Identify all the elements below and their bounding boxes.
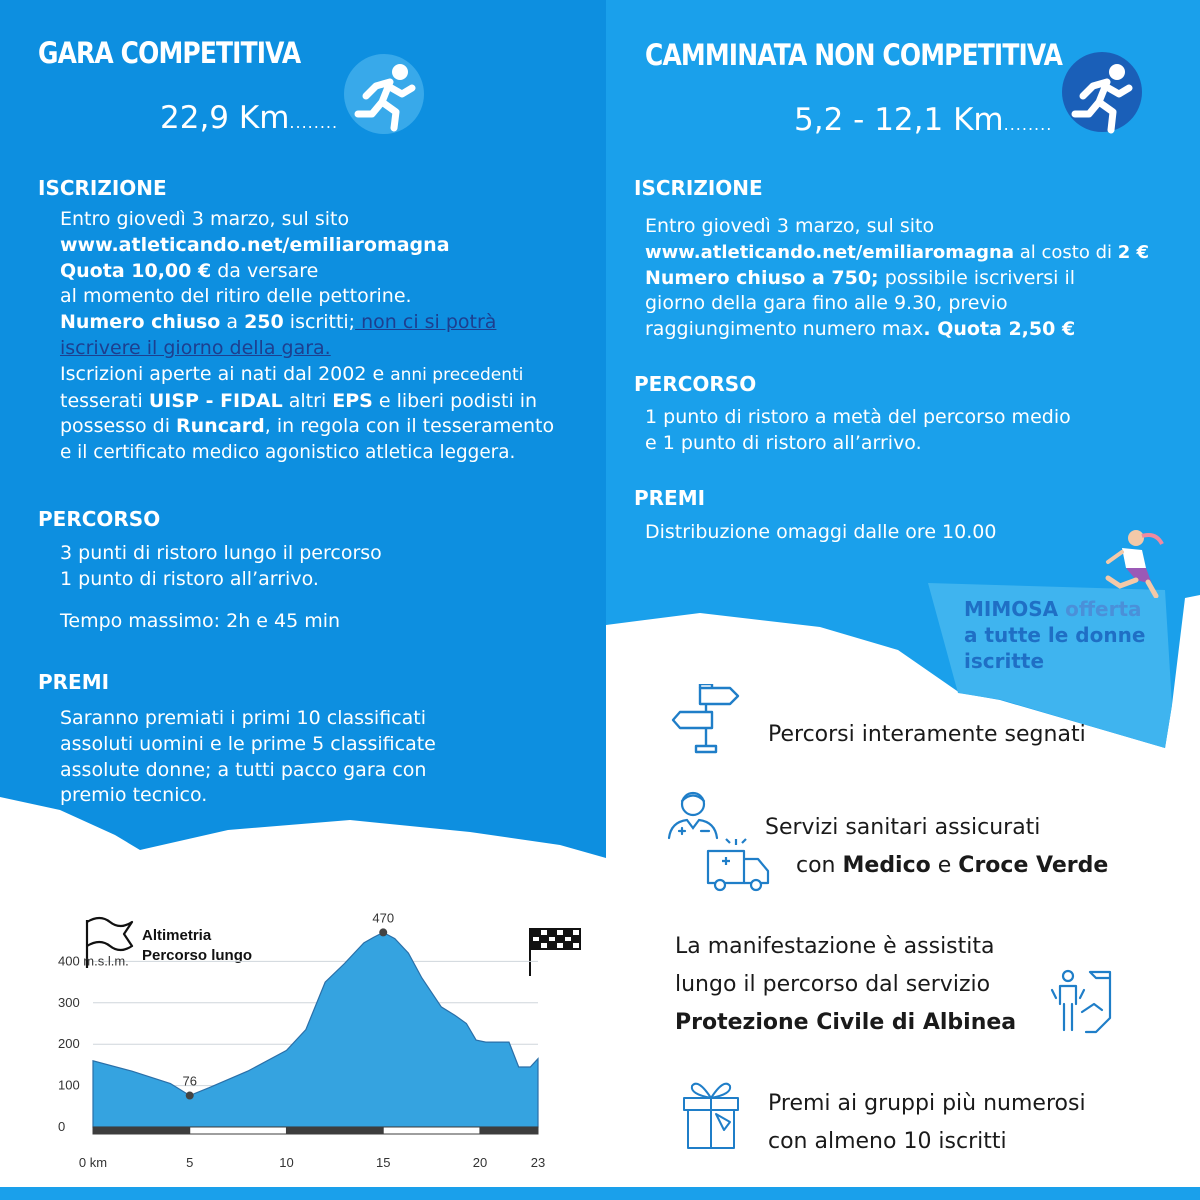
left-premi-heading: PREMI [38,670,110,694]
mimosa-text [964,596,1184,674]
runner-icon-right [1057,50,1147,140]
left-distance-dots: ........ [289,113,339,132]
right-distance [794,102,1052,138]
mimosa-word: MIMOSA [964,597,1059,621]
feature-protezione-line: La manifestazione è assistita [675,934,995,959]
data-point [186,1092,194,1100]
feature-medico: Medico [842,853,931,878]
left-iscr-line: e liberi podisti in [372,389,538,412]
feature-sanitari [765,809,1108,885]
y-tick-label: 300 [58,994,80,1010]
right-iscr-line: Entro giovedì 3 marzo, sul sito [645,215,935,237]
feature-premi-line: con almeno 10 iscritti [768,1129,1007,1154]
left-iscr-line: al momento del ritiro delle pettorine. [60,285,412,308]
left-perc-line: 3 punti di ristoro lungo il percorso [60,542,382,564]
gift-icon [678,1072,744,1152]
left-iscrizione-heading: ISCRIZIONE [38,176,167,200]
km-bar-segment [93,1127,190,1134]
evacuation-icon [1046,968,1116,1038]
right-premi-heading: PREMI [634,486,706,510]
left-title: GARA COMPETITIVA [38,36,301,70]
right-iscrizione-text [645,214,1200,343]
km-bar-segment [480,1127,538,1134]
feature-percorsi: Percorsi interamente segnati [768,722,1086,747]
feature-protezione [675,928,1016,1042]
left-iscr-line: Entro giovedì 3 marzo, sul sito [60,208,350,230]
left-iscr-line: Iscrizioni aperte ai nati dal 2002 e [60,362,391,385]
left-premi-line: Saranno premiati i primi 10 classificati [60,707,426,729]
runner-icon-left [342,52,426,136]
left-distance-value: 22,9 Km [160,100,290,136]
right-title: CAMMINATA NON COMPETITIVA [645,38,1063,72]
left-iscr-iscritti: iscritti; [283,311,356,334]
data-label: 470 [372,910,395,926]
right-iscr-site: www.atleticando.net/emiliaromagna [645,241,1015,263]
x-tick-label: 10 [279,1155,294,1170]
left-iscr-line: tesserati [60,389,149,412]
left-iscr-a: a [220,311,245,334]
right-iscr-num: Numero chiuso a 750; [645,266,879,289]
y-tick-label: 200 [58,1036,80,1052]
right-perc-line: e 1 punto di ristoro all’arrivo. [645,431,922,454]
left-iscr-link: iscrivere il giorno della gara. [60,336,331,359]
left-premi-line: assolute donne; a tutti pacco gara con [60,758,427,781]
left-iscrizione-text [60,207,605,466]
left-perc-line: 1 punto di ristoro all’arrivo. [60,567,319,590]
chart-title: Altimetria [142,927,212,944]
left-iscr-quota: Quota 10,00 € [60,259,212,282]
right-percorso-text [645,405,1071,457]
left-tempo: Tempo massimo: 2h e 45 min [60,610,341,632]
left-premi-line: assoluti uomini e le prime 5 classificate [60,732,436,755]
left-distance [160,100,338,136]
x-tick-label: 0 km [78,1155,108,1170]
right-perc-line: 1 punto di ristoro a metà del percorso medio [645,406,1071,428]
right-iscr-costo: al costo di [1014,241,1118,263]
y-tick-label: 100 [58,1077,80,1093]
x-tick-label: 15 [375,1155,391,1170]
right-premi-text: Distribuzione omaggi dalle ore 10.00 [645,521,997,543]
finish-flag-icon [530,928,580,976]
left-iscr-num: Numero chiuso [60,311,221,334]
mimosa-line: a tutte le donne [964,623,1146,647]
left-iscr-uisp: UISP - FIDAL [148,389,283,412]
chart-subtitle: Percorso lungo [142,947,253,964]
left-iscr-line: altri [282,389,333,412]
feature-premi-line: Premi ai gruppi più numerosi [768,1091,1086,1116]
right-distance-value: 5,2 - 12,1 Km [794,102,1004,138]
km-bar-segment [383,1127,480,1134]
left-iscr-link: non ci si potrà [355,311,497,334]
left-iscr-250: 250 [244,311,284,334]
feature-sanitari-line: Servizi sanitari assicurati [765,815,1041,840]
left-percorso-text [60,541,382,593]
feature-premi [768,1085,1086,1161]
feature-protezione-name: Protezione Civile di Albinea [675,1010,1017,1035]
elevation-chart [50,910,590,1180]
right-iscr-quota: . Quota 2,50 € [923,318,1076,341]
left-iscr-line: , in regola con il tesseramento [264,415,555,438]
feature-protezione-line: lungo il percorso dal servizio [675,972,991,997]
left-iscr-quota-rest: da versare [211,259,319,282]
left-iscr-line: possesso di [60,415,177,438]
right-iscr-line: giorno della gara fino alle 9.30, previo [645,292,1008,315]
mimosa-offerta: offerta [1058,597,1142,621]
right-percorso-heading: PERCORSO [634,372,757,396]
right-iscr-line: possibile iscriversi il [878,266,1076,289]
woman-runner-icon [1090,528,1170,598]
left-iscr-site: www.atleticando.net/emiliaromagna [60,233,450,256]
feature-sanitari-con: con [796,853,843,878]
data-label: 76 [182,1073,197,1089]
km-bar-segment [286,1127,383,1134]
right-iscrizione-heading: ISCRIZIONE [634,176,763,200]
left-iscr-eps: EPS [332,389,373,412]
left-iscr-line: e il certificato medico agonistico atletica leggera. [60,442,516,464]
feature-croce-verde: Croce Verde [958,853,1109,878]
left-percorso-heading: PERCORSO [38,507,161,531]
left-premi-line: premio tecnico. [60,784,208,807]
km-bar-segment [190,1127,287,1134]
bottom-band [0,1187,1200,1200]
x-tick-label: 20 [472,1155,488,1170]
signpost-icon [670,684,742,754]
y-tick-label: 400 m.s.l.m. [58,953,129,969]
left-iscr-line: anni precedenti [390,364,524,385]
doctor-icon [665,788,721,840]
mimosa-line: iscritte [964,649,1045,673]
left-iscr-runcard: Runcard [176,415,265,438]
data-point [379,928,387,936]
right-distance-dots: ........ [1003,115,1053,134]
right-iscr-2: 2 € [1117,241,1150,263]
x-tick-label: 5 [186,1155,194,1170]
x-tick-label: 23 [530,1155,546,1170]
left-premi-text [60,706,436,809]
feature-sanitari-e: e [930,853,959,878]
y-tick-label: 0 [58,1119,66,1134]
right-iscr-line: raggiungimento numero max [645,318,924,341]
ambulance-icon [704,835,774,893]
